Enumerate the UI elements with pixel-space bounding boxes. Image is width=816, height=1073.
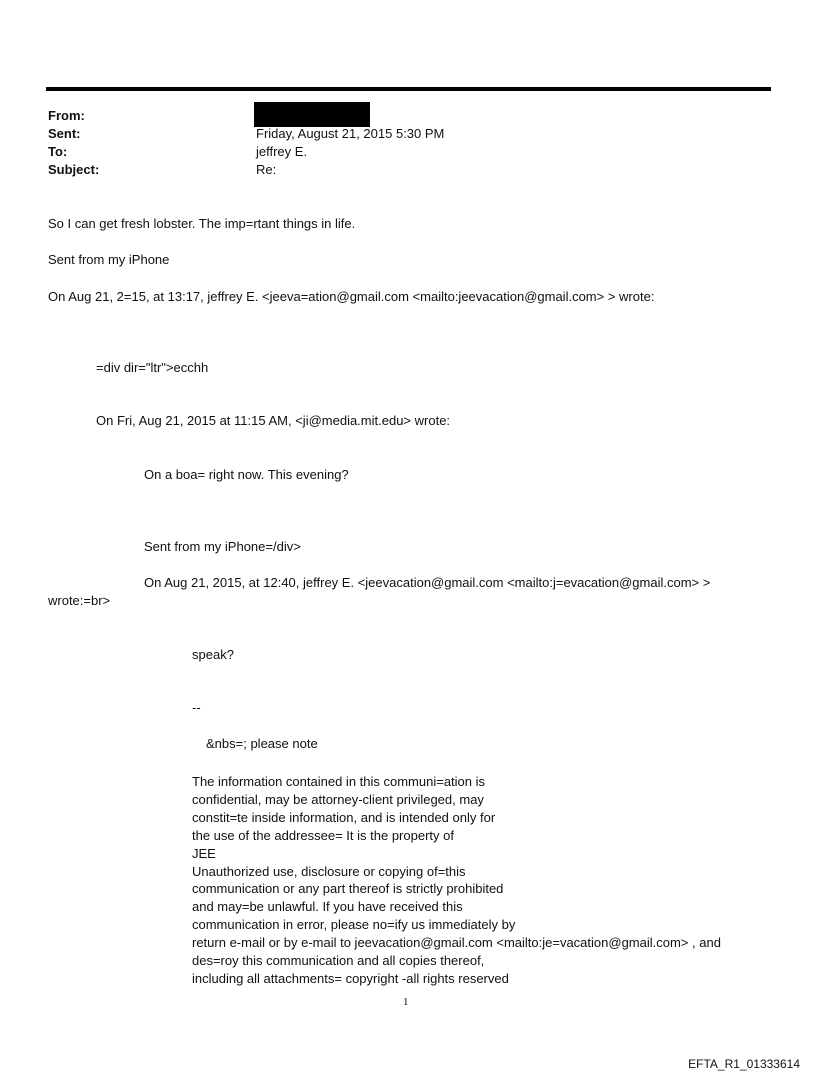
body-line-2: Sent from my iPhone <box>48 252 170 267</box>
header-rule <box>46 87 771 91</box>
disclaimer-line: return e-mail or by e-mail to jeevacation@gmail.com <mailto:je=vacation@gmail.com> , and <box>192 935 721 951</box>
body-line-3: On Aug 21, 2=15, at 13:17, jeffrey E. <jeeva=ation@gmail.com <mailto:jeevacation@gmail.com> > wrote: <box>48 289 655 304</box>
quote3-line-2: -- <box>192 700 201 715</box>
disclaimer-line: the use of the addressee= It is the property of <box>192 827 454 843</box>
disclaimer-line: The information contained in this communi=ation is <box>192 774 486 789</box>
disclaimer-line: and may=be unlawful. If you have received this <box>192 899 463 915</box>
quote1-line-1: =div dir="ltr">ecchh <box>96 360 209 375</box>
quote2-line-3-wrap: wrote:=br> <box>48 593 111 608</box>
from-label: From: <box>48 108 85 123</box>
disclaimer-line: including all attachments= copyright -all rights reserved <box>192 970 509 986</box>
body-line-1: So I can get fresh lobster. The imp=rtant things in life. <box>48 216 356 231</box>
bates-number: EFTA_R1_01333614 <box>688 1057 800 1071</box>
redacted-sender <box>254 102 370 127</box>
disclaimer-block <box>192 773 721 988</box>
disclaimer-line: confidential, may be attorney-client privileged, may <box>192 791 484 807</box>
to-label: To: <box>48 144 68 159</box>
quote1-line-2: On Fri, Aug 21, 2015 at 11:15 AM, <ji@media.mit.edu> wrote: <box>96 413 451 428</box>
to-value: jeffrey E. <box>256 144 308 159</box>
subject-label: Subject: <box>48 162 100 177</box>
quote2-line-3: On Aug 21, 2015, at 12:40, jeffrey E. <jeevacation@gmail.com <mailto:j=evacation@gmail.com> > <box>144 575 711 590</box>
sent-label: Sent: <box>48 126 81 141</box>
quote2-line-2: Sent from my iPhone=/div> <box>144 539 301 554</box>
disclaimer-line: constit=te inside information, and is intended only for <box>192 809 496 825</box>
disclaimer-line: des=roy this communication and all copies thereof, <box>192 953 485 969</box>
disclaimer-line: Unauthorized use, disclosure or copying of=this <box>192 863 466 879</box>
disclaimer-line: communication or any part thereof is strictly prohibited <box>192 881 504 897</box>
disclaimer-line: JEE <box>192 845 216 861</box>
subject-value: Re: <box>256 162 277 177</box>
disclaimer-line: communication in error, please no=ify us immediately by <box>192 917 516 933</box>
quote3-line-1: speak? <box>192 647 234 662</box>
quote2-line-1: On a boa= right now. This evening? <box>144 467 349 482</box>
quote3-line-3: &nbs=; please note <box>206 736 318 751</box>
sent-value: Friday, August 21, 2015 5:30 PM <box>256 126 445 141</box>
page-number: 1 <box>403 996 409 1008</box>
